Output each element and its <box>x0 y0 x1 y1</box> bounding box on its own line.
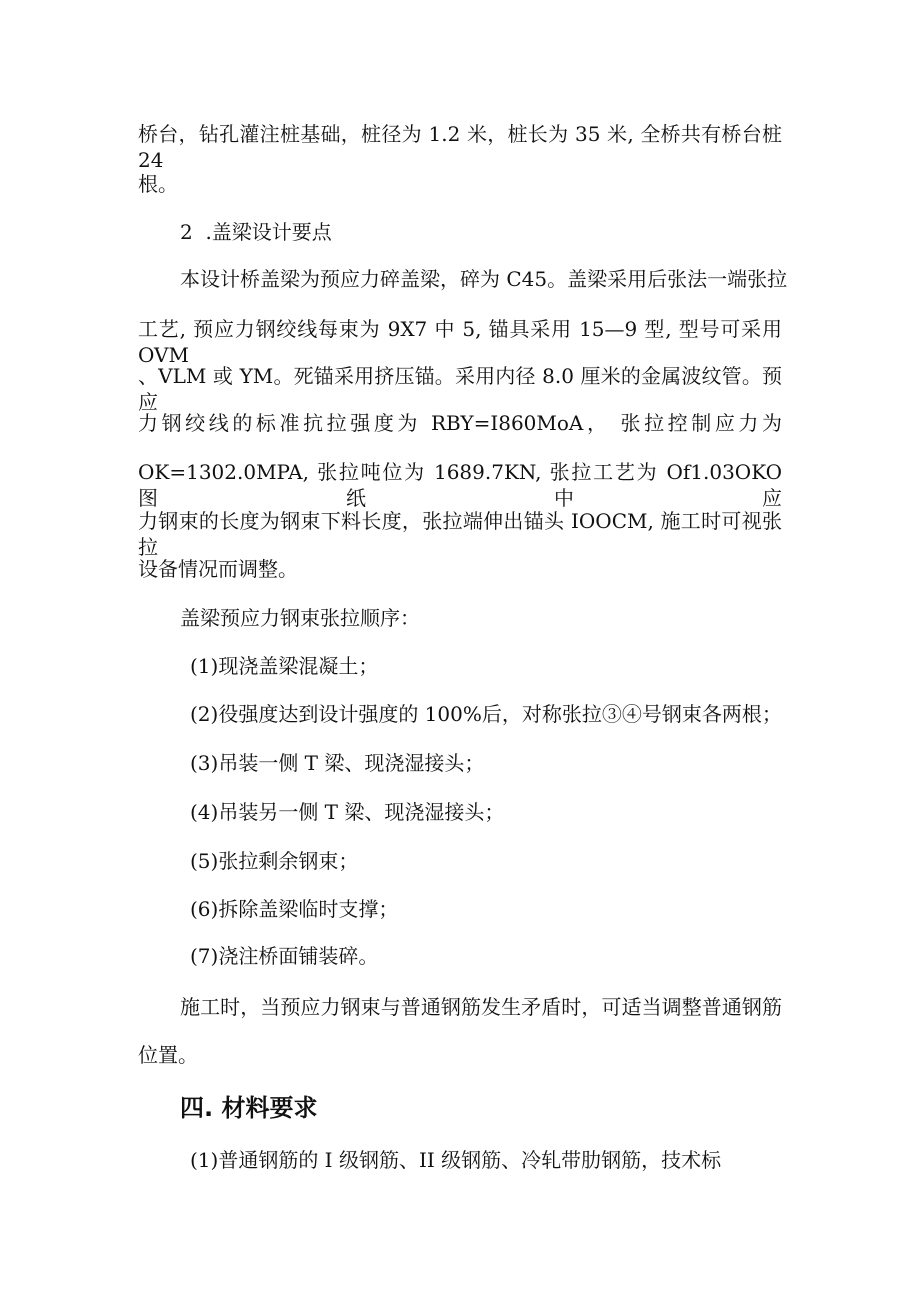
pile-paragraph-line-1: 桥台，钻孔灌注桩基础，桩径为 1.2 米，桩长为 35 米, 全桥共有桥台桩 24 <box>138 122 782 172</box>
design-paragraph-line-2: 工艺, 预应力钢绞线每束为 9X7 中 5, 锚具采用 15—9 型, 型号可采用 OVM <box>138 317 782 367</box>
sequence-step-6: (6)拆除盖梁临时支撑； <box>190 897 399 921</box>
design-paragraph-line-6: 力钢束的长度为钢束下料长度，张拉端伸出锚头 IOOCM, 施工时可视张拉 <box>138 509 782 559</box>
section-title: 2 .盖梁设计要点 <box>180 220 332 244</box>
pile-paragraph-line-2: 根。 <box>138 172 178 196</box>
construction-paragraph-line-2: 位置。 <box>138 1043 198 1067</box>
design-paragraph-line-7: 设备情况而调整。 <box>138 557 298 581</box>
sequence-step-1: (1)现浇盖梁混凝土； <box>190 654 379 678</box>
sequence-step-7: (7)浇注桥面铺装碎。 <box>190 944 379 968</box>
materials-item-1: (1)普通钢筋的 I 级钢筋、II 级钢筋、冷轧带肋钢筋，技术标 <box>190 1148 722 1172</box>
sequence-intro: 盖梁预应力钢束张拉顺序： <box>180 606 420 630</box>
sequence-step-5: (5)张拉剩余钢束； <box>190 849 359 873</box>
sequence-step-3: (3)吊装一侧 T 梁、现浇湿接头； <box>190 751 485 775</box>
design-paragraph-line-4: 力钢绞线的标准抗拉强度为 RBY=I860MoA， 张拉控制应力为 <box>138 411 782 435</box>
design-paragraph-line-1: 本设计桥盖梁为预应力碎盖梁，碎为 C45。盖梁采用后张法一端张拉 <box>180 267 788 291</box>
design-paragraph-line-5: OK=1302.0MPA, 张拉吨位为 1689.7KN, 张拉工艺为 Of1.03OKO 图纸中应 <box>138 460 782 510</box>
construction-paragraph-line-1: 施工时，当预应力钢束与普通钢筋发生矛盾时，可适当调整普通钢筋 <box>180 995 782 1019</box>
sequence-step-4: (4)吊装另一侧 T 梁、现浇湿接头； <box>190 800 505 824</box>
design-paragraph-line-3: 、VLM 或 YM。死锚采用挤压锚。采用内径 8.0 厘米的金属波纹管。预应 <box>138 364 782 414</box>
chapter-heading: 四. 材料要求 <box>180 1094 318 1122</box>
sequence-step-2: (2)役强度达到设计强度的 100%后，对称张拉③④号钢束各两根； <box>190 702 782 726</box>
